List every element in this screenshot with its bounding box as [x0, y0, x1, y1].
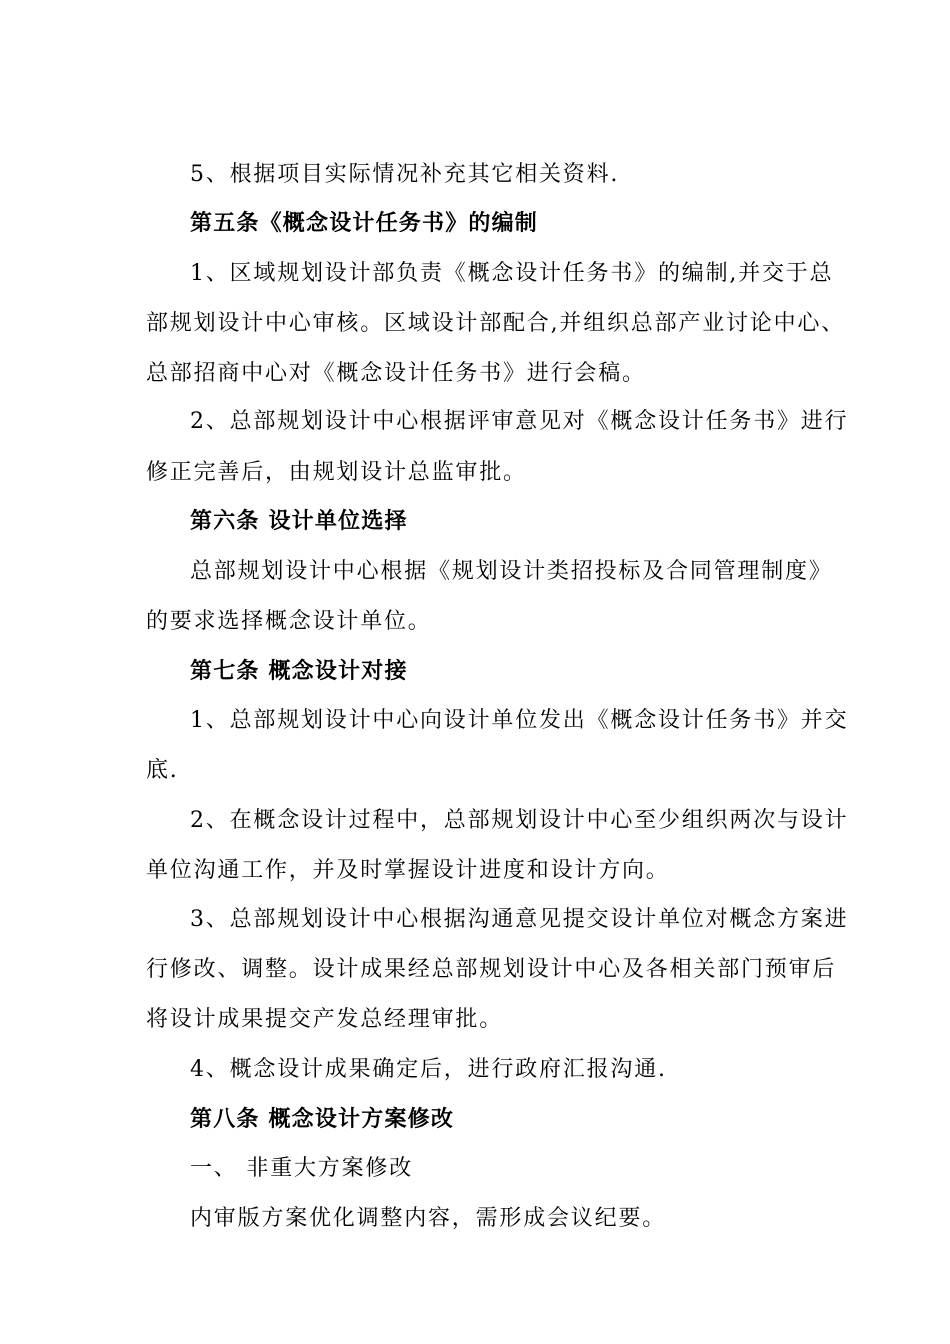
paragraph-line: 内审版方案优化调整内容，需形成会议纪要。 — [190, 1206, 667, 1231]
subheading-line: 一、 非重大方案修改 — [190, 1156, 413, 1181]
paragraph-line: 部规划设计中心审核。区域设计部配合,并组织总部产业讨论中心、 — [146, 311, 845, 336]
paragraph-line: 的要求选择概念设计单位。 — [146, 609, 432, 634]
paragraph-line: 底. — [146, 758, 179, 783]
paragraph-line: 1、区域规划设计部负责《概念设计任务书》的编制,并交于总 — [190, 261, 834, 286]
section-heading-7: 第七条 概念设计对接 — [190, 658, 408, 684]
paragraph-line: 1、总部规划设计中心向设计单位发出《概念设计任务书》并交 — [190, 708, 849, 733]
paragraph-line: 2、在概念设计过程中，总部规划设计中心至少组织两次与设计 — [190, 808, 849, 833]
paragraph-line: 总部招商中心对《概念设计任务书》进行会稿。 — [146, 361, 646, 386]
paragraph-line: 单位沟通工作，并及时掌握设计进度和设计方向。 — [146, 858, 670, 883]
paragraph-line: 行修改、调整。设计成果经总部规划设计中心及各相关部门预审后 — [146, 957, 837, 982]
paragraph-line: 3、总部规划设计中心根据沟通意见提交设计单位对概念方案进 — [190, 907, 849, 932]
section-heading-5: 第五条《概念设计任务书》的编制 — [190, 210, 539, 236]
paragraph-line: 4、概念设计成果确定后，进行政府汇报沟通. — [190, 1057, 667, 1082]
paragraph-line: 将设计成果提交产发总经理审批。 — [146, 1007, 504, 1032]
section-heading-6: 第六条 设计单位选择 — [190, 508, 408, 534]
section-heading-8: 第八条 概念设计方案修改 — [190, 1106, 455, 1132]
paragraph-line: 2、总部规划设计中心根据评审意见对《概念设计任务书》进行 — [190, 409, 849, 434]
paragraph-line: 5、根据项目实际情况补充其它相关资料. — [190, 162, 620, 187]
paragraph-line: 修正完善后，由规划设计总监审批。 — [146, 460, 527, 485]
paragraph-line: 总部规划设计中心根据《规划设计类招投标及合同管理制度》 — [190, 559, 833, 584]
